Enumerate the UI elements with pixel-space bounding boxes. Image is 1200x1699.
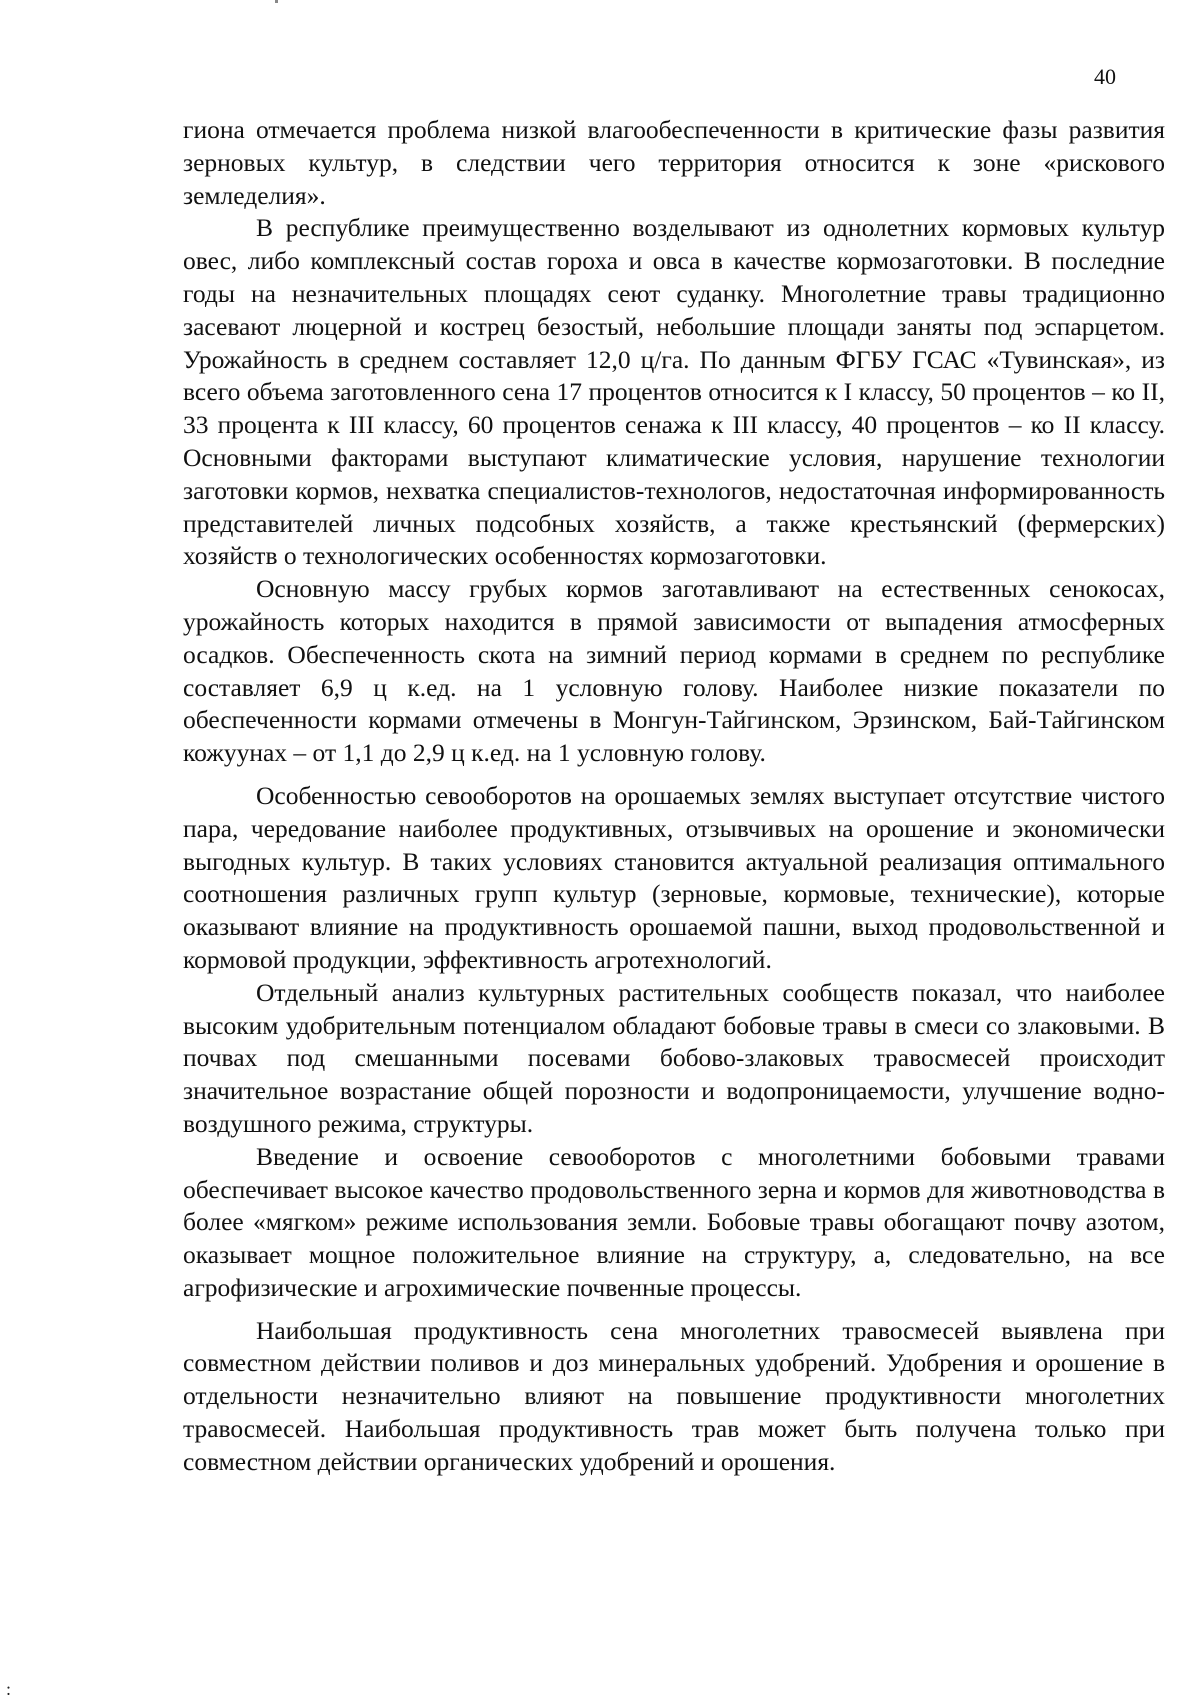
body-text: [183, 114, 1165, 1479]
paragraph-5: Отдельный анализ культурных растительных сообществ показал, что наиболее высоким удобрительным потенциалом обладают бобовые травы в смеси со злаковыми. В почвах под смешанными посевами бобово-злаковых травосмесей происходит значительное возрастание общей порозности и водопроницаемости, улучшение водно-воздушного режима, структуры.: [183, 977, 1165, 1138]
scan-speck: [275, 0, 278, 3]
page-number: 40: [1094, 64, 1116, 89]
paragraph-7: Наибольшая продуктивность сена многолетних травосмесей выявлена при совместном действии поливов и доз минеральных удобрений. Удобрения и орошение в отдельности незначительно влияют на повышение продуктивности многолетних травосмесей. Наибольшая продуктивность трав может быть получена только при совместном действии органических удобрений и орошения.: [183, 1315, 1165, 1476]
paragraph-2: В республике преимущественно возделывают из однолетних кормовых культур овес, либо комплексный состав гороха и овса в качестве кормозаготовки. В последние годы на незначительных площадях сеют суданку. Многолетние травы традиционно засевают люцерной и кострец безостый, небольшие площади заняты под эспарцетом. Урожайность в среднем составляет 12,0 ц/га. По данным ФГБУ ГСАС «Тувинская», из всего объема заготовленного сена 17 процентов относится к I классу, 50 процентов – ко II, 33 процента к III классу, 60 процентов сенажа к III классу, 40 процентов – ко II классу. Основными факторами выступают климатические условия, нарушение технологии заготовки кормов, нехватка специалистов-технологов, недостаточная информированность представителей личных подсобных хозяйств, а также крестьянский (фермерских) хозяйств о технологических особенностях кормозаготовки.: [183, 213, 1165, 571]
paragraph-4: Особенностью севооборотов на орошаемых землях выступает отсутствие чистого пара, чередование наиболее продуктивных, отзывчивых на орошение и экономически выгодных культур. В таких условиях становится актуальной реализация оптимального соотношения различных групп культур (зерновые, кормовые, технические), которые оказывают влияние на продуктивность орошаемой пашни, выход продовольственной и кормовой продукции, эффективность агротехнологий.: [183, 780, 1165, 974]
scan-mark: :: [6, 1679, 12, 1699]
paragraph-3: Основную массу грубых кормов заготавливают на естественных сенокосах, урожайность которых находится в прямой зависимости от выпадения атмосферных осадков. Обеспеченность скота на зимний период кормами в среднем по республике составляет 6,9 ц к.ед. на 1 условную голову. Наиболее низкие показатели по обеспеченности кормами отмечены в Монгун-Тайгинском, Эрзинском, Бай-Тайгинском кожуунах – от 1,1 до 2,9 ц к.ед. на 1 условную голову.: [183, 574, 1165, 768]
paragraph-6: Введение и освоение севооборотов с многолетними бобовыми травами обеспечивает высокое качество продовольственного зерна и кормов для животноводства в более «мягком» режиме использования земли. Бобовые травы обогащают почву азотом, оказывает мощное положительное влияние на структуру, а, следовательно, на все агрофизические и агрохимические почвенные процессы.: [183, 1141, 1165, 1302]
paragraph-1-continuation: гиона отмечается проблема низкой влагообеспеченности в критические фазы развития зерновых культур, в следствии чего территория относится к зоне «рискового земледелия».: [183, 115, 1165, 210]
